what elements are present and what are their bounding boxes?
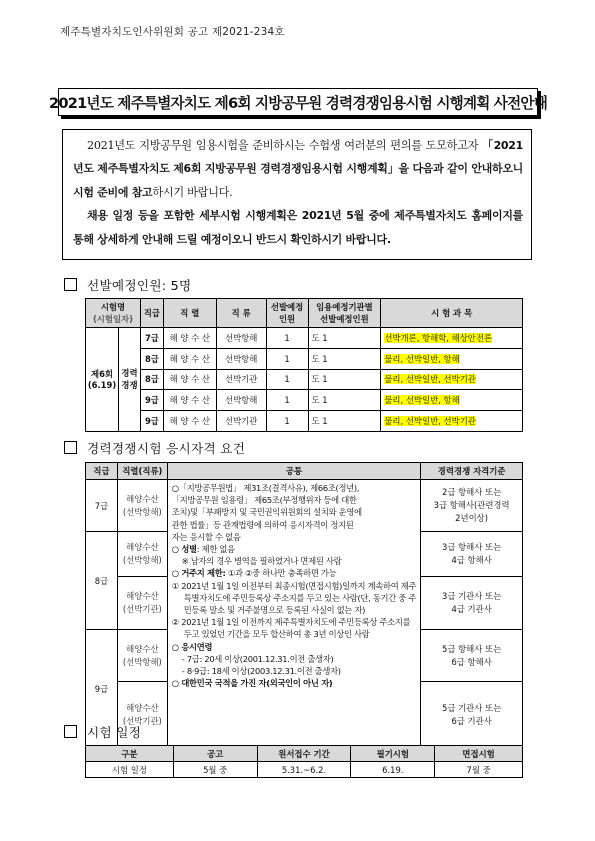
intro-paragraph-2 [73, 204, 523, 251]
series-cell: 해 양 수 산 [163, 348, 216, 369]
series-cell: 해양수산 (선박항해) [117, 630, 167, 682]
series-cell: 해 양 수 산 [163, 390, 216, 411]
header-common: 공통 [167, 463, 420, 480]
header-grade: 직급 [140, 299, 163, 328]
table-row [86, 762, 523, 778]
agency-cell: 도 1 [308, 411, 381, 432]
header-grade: 직급 [86, 463, 118, 480]
header-subjects: 시 험 과 목 [381, 299, 523, 328]
header-category: 구분 [86, 746, 174, 762]
header-criteria: 경력경쟁 자격기준 [421, 463, 523, 480]
criteria-cell: 2급 항해사 또는 3급 항해사(관련경력 2년이상) [421, 480, 523, 532]
series-cell: 해양수산 (선박항해) [117, 480, 167, 532]
quota-cell: 1 [266, 369, 308, 390]
grade-cell: 9급 [140, 390, 163, 411]
intro-paragraph-1 [73, 134, 523, 204]
table-row [86, 348, 523, 369]
square-bullet-icon [64, 278, 77, 291]
type-cell: 선박항해 [216, 348, 266, 369]
quota-cell: 1 [266, 328, 308, 349]
common-requirements: ○「지방공무원법」 제31조(결격사유), 제66조(정년), 「지방공무원 임용령」 제65조(부정행위자 등에 대한 조치)및「부패방지 및 국민권익위원회의 설치와 운영에 관한 법률」등 관계법령에 의하여 응시자격이 정지된 자는 응시할 수 없음 ○ 성별: 제한 없음 ※ 남자의 경우 병역을 필하였거나 면제된 사람 ○ 거주지 제한: ①과 ②중 하나만 충족하면 가능 ① 2021년 1월 1일 이전부터 최종시험(면접시험)일까지 계속하여 제주특별자치도에 주민등록상 주소지를 두고 있는 사람(단, 동기간 중 주민등록 말소 및 거주불명으로 등록된 사실이 없는 자) ② 2021년 1월 1일 이전까지 제주특별자치도에 주민등록상 주소지를 두고 있었던 기간을 모두 합산하여 총 3년 이상인 사람 ○ 응시연령 - 7급: 20세 이상(2001.12.31.이전 출생자) - 8·9급: 18세 이상(2003.12.31.이전 출생자) ○ 대한민국 국적을 가진 자(외국인이 아닌 자) [167, 480, 420, 748]
criteria-cell: 3급 항해사 또는 4급 항해사 [421, 532, 523, 577]
schedule-table [85, 745, 523, 778]
agency-cell: 도 1 [308, 348, 381, 369]
series-cell: 해양수산 (선박항해) [117, 532, 167, 577]
subjects-cell: 선박개론, 항해학, 해상안전론 [384, 332, 493, 343]
intro-text-2: 채용 일정 등을 포함한 세부시험 시행계획은 2021년 5월 중에 제주특별자치도 홈페이지를 통해 상세하게 안내해 드릴 예정이오니 반드시 확인하시기 바랍니다. [73, 209, 523, 246]
category-cell: 경력 경쟁 [118, 328, 140, 432]
quota-cell: 1 [266, 348, 308, 369]
grade-cell: 8급 [140, 348, 163, 369]
criteria-cell: 5급 기관사 또는 6급 기관사 [421, 682, 523, 748]
grade-cell: 8급 [140, 369, 163, 390]
table-row [86, 411, 523, 432]
notice-number: 제주특별자치도인사위원회 공고 제2021-234호 [60, 26, 285, 38]
table-row [86, 480, 523, 532]
type-cell: 선박항해 [216, 390, 266, 411]
series-cell: 해양수산 (선박기관) [117, 682, 167, 748]
header-application: 원서접수 기간 [257, 746, 351, 762]
header-written: 필기시험 [351, 746, 435, 762]
series-cell: 해양수산 (선박기관) [117, 577, 167, 630]
grade-cell: 9급 [140, 411, 163, 432]
grade-cell: 9급 [86, 630, 118, 748]
schedule-cell: 7월 중 [435, 762, 523, 778]
header-exam-name: 시험명 (시험일자) [86, 299, 141, 328]
table-row [86, 328, 523, 349]
section-title: 선발예정인원: 5명 [87, 278, 192, 293]
grade-cell: 7급 [86, 480, 118, 532]
type-cell: 선박기관 [216, 369, 266, 390]
quota-table [85, 298, 523, 432]
grade-cell: 7급 [140, 328, 163, 349]
subjects-cell: 물리, 선박일반, 선박기관 [384, 374, 476, 385]
section-heading-quota [64, 275, 191, 294]
type-cell: 선박기관 [216, 411, 266, 432]
intro-text-a: 2021년도 지방공무원 임용시험을 준비하시는 수험생 여러분의 편의를 도모하고자 [87, 139, 483, 152]
header-series: 직렬(직류) [117, 463, 167, 480]
square-bullet-icon [64, 441, 77, 454]
subjects-cell: 물리, 선박일반, 항해 [384, 353, 460, 364]
series-cell: 해 양 수 산 [163, 328, 216, 349]
quota-cell: 1 [266, 390, 308, 411]
series-cell: 해 양 수 산 [163, 411, 216, 432]
agency-cell: 도 1 [308, 390, 381, 411]
header-agency: 임용예정기관별 선발예정인원 [308, 299, 381, 328]
schedule-cell: 5월 중 [173, 762, 257, 778]
header-series: 직 렬 [163, 299, 216, 328]
header-interview: 면접시험 [435, 746, 523, 762]
subjects-cell: 물리, 선박일반, 항해 [384, 395, 460, 406]
exam-name-cell: 제6회 (6.19) [86, 328, 119, 432]
quota-cell: 1 [266, 411, 308, 432]
intro-box [62, 129, 532, 260]
schedule-cell: 5.31.~6.2. [257, 762, 351, 778]
series-cell: 해 양 수 산 [163, 369, 216, 390]
agency-cell: 도 1 [308, 328, 381, 349]
criteria-cell: 5급 항해사 또는 6급 항해사 [421, 630, 523, 682]
header-type: 직 류 [216, 299, 266, 328]
eligibility-table [85, 462, 523, 748]
square-bullet-icon [64, 725, 77, 738]
subjects-cell: 물리, 선박일반, 선박기관 [384, 416, 476, 427]
intro-text-c: 하시기 바랍니다. [152, 185, 233, 199]
criteria-cell: 3급 기관사 또는 4급 기관사 [421, 577, 523, 630]
grade-cell: 8급 [86, 532, 118, 630]
section-title: 경력경쟁시험 응시자격 요건 [87, 441, 246, 456]
section-heading-eligibility [64, 438, 245, 457]
type-cell: 선박항해 [216, 328, 266, 349]
section-heading-schedule [64, 722, 141, 741]
schedule-cell: 시험 일정 [86, 762, 174, 778]
header-quota: 선발예정 인원 [266, 299, 308, 328]
table-row [86, 369, 523, 390]
intro-text-b: 「2021년도 제주특별자치도 제6회 지방공무원 경력경쟁임용시험 시행계획」을 다음과 같이 안내하오니 시험 준비에 참고 [73, 139, 523, 199]
section-title: 시험 일정 [87, 725, 142, 740]
header-notice: 공고 [173, 746, 257, 762]
agency-cell: 도 1 [308, 369, 381, 390]
table-row [86, 390, 523, 411]
schedule-cell: 6.19. [351, 762, 435, 778]
page-title: 2021년도 제주특별자치도 제6회 지방공무원 경력경쟁임용시험 시행계획 사전안내 [58, 88, 538, 116]
